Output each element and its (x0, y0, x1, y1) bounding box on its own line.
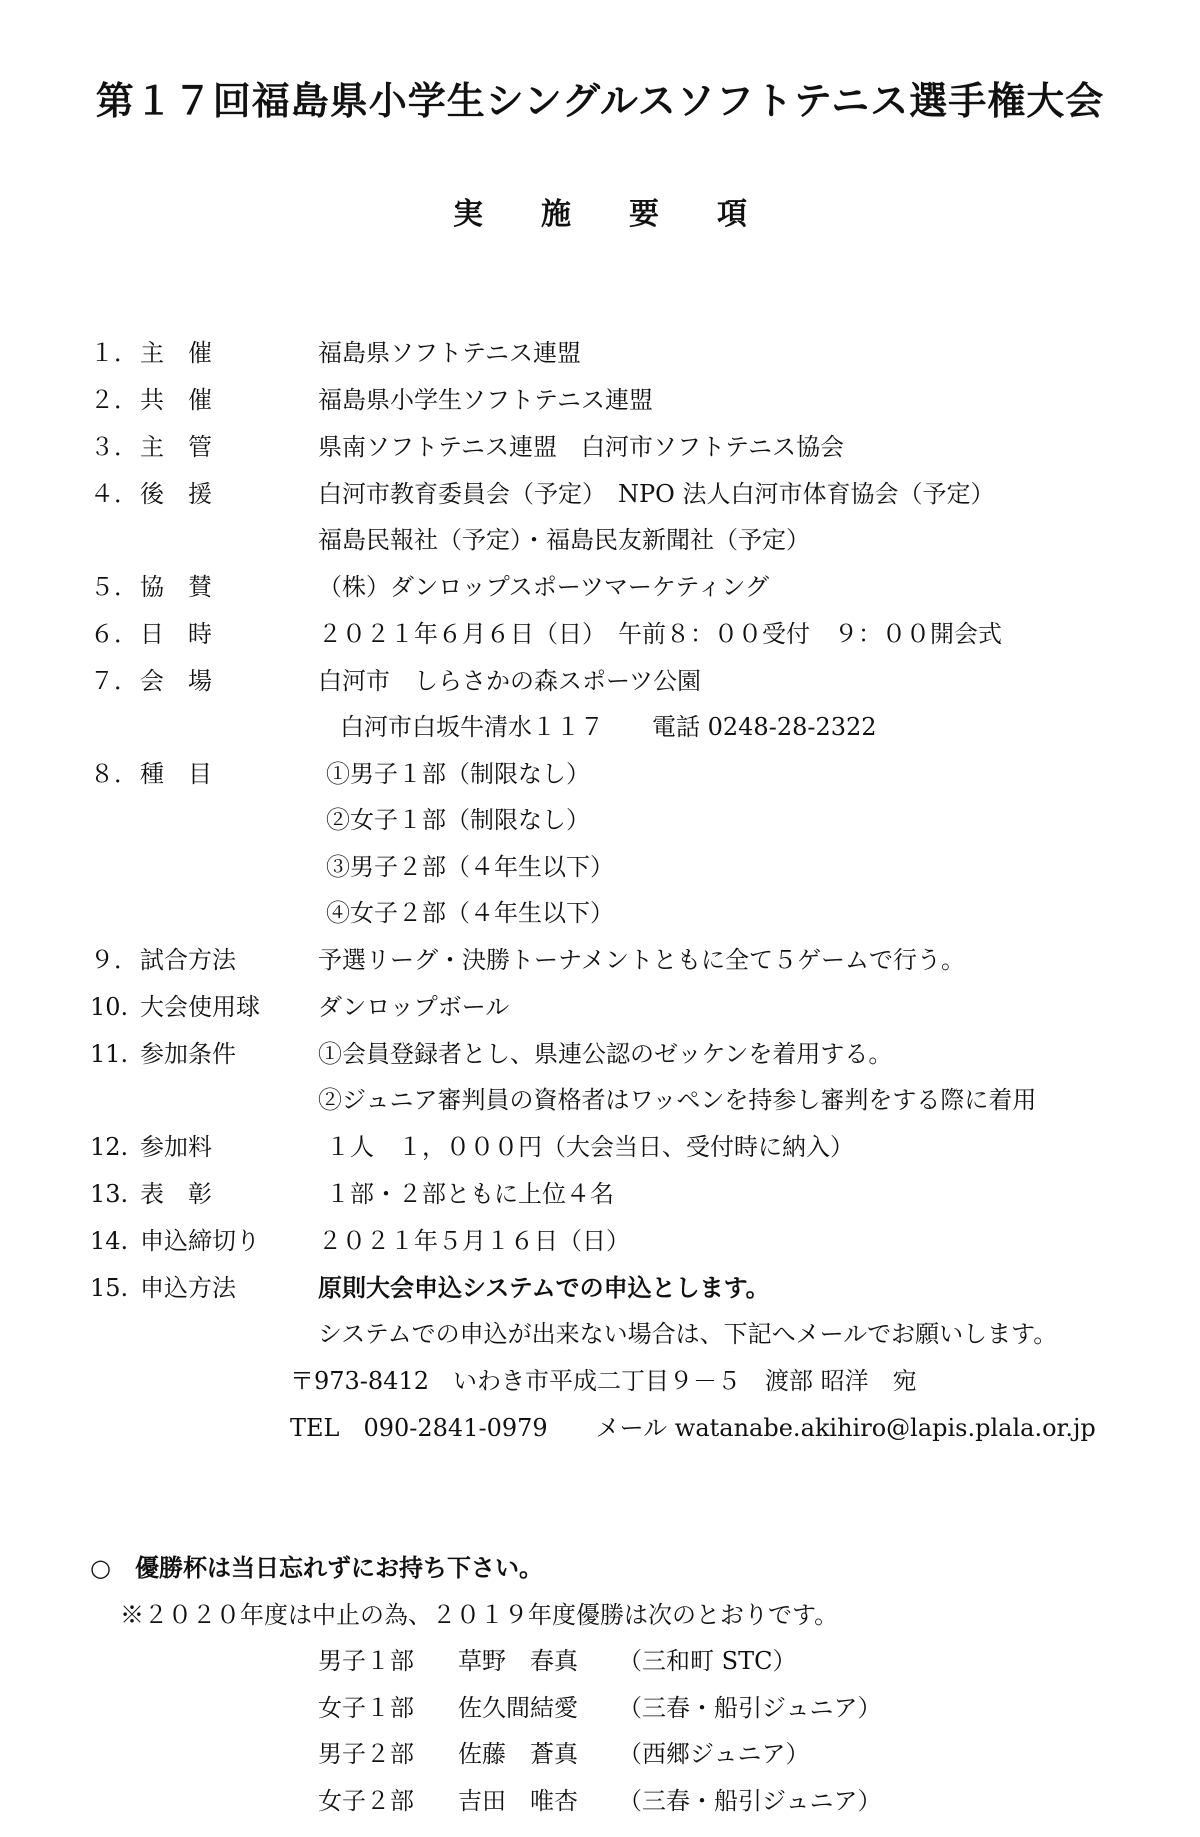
item-label: 大会使用球 (140, 993, 260, 1021)
item-label: 後 援 (140, 480, 212, 508)
winner-name: 佐藤 蒼真 (458, 1740, 578, 1768)
winner-name: 吉田 唯杏 (458, 1787, 578, 1815)
item-label: 主 催 (140, 339, 212, 367)
winner-name: 草野 春真 (458, 1647, 578, 1675)
item-number: ４． (90, 480, 138, 508)
item-value: １人 １，０００円（大会当日、受付時に納入） (326, 1133, 854, 1161)
item-value: 福島県小学生ソフトテニス連盟 (318, 386, 654, 414)
page-subtitle: 実施要項 (453, 197, 805, 232)
item-label: 共 催 (140, 386, 212, 414)
item-value: 福島民報社（予定）・福島民友新聞社（予定） (318, 526, 810, 554)
winner-team: （三春・船引ジュニア） (618, 1787, 882, 1815)
item-number: 13. (90, 1180, 129, 1208)
item-number: 10. (90, 993, 129, 1021)
item-number: 14. (90, 1227, 129, 1255)
item-number: ２． (90, 386, 138, 414)
item-label: 参加条件 (140, 1040, 236, 1068)
item-label: 表 彰 (140, 1180, 212, 1208)
item-number: ８． (90, 760, 138, 788)
item-number: 11. (90, 1040, 129, 1068)
winner-division: 女子１部 (318, 1694, 414, 1722)
item-number: ９． (90, 946, 138, 974)
item-number: １． (90, 339, 138, 367)
notice-main: ○ 優勝杯は当日忘れずにお持ち下さい。 (90, 1554, 543, 1582)
item-value: ②女子１部（制限なし） (326, 806, 590, 834)
item-number: ６． (90, 620, 138, 648)
item-value: 白河市教育委員会（予定） NPO 法人白河市体育協会（予定） (318, 480, 995, 508)
page-title: 第１７回福島県小学生シングルスソフトテニス選手権大会 (95, 79, 1105, 123)
item-value: ２０２１年５月１６日（日） (318, 1227, 630, 1255)
item-value: ④女子２部（４年生以下） (326, 899, 614, 927)
item-label: 試合方法 (140, 946, 236, 974)
item-value: ダンロップボール (318, 993, 510, 1021)
item-value: 予選リーグ・決勝トーナメントともに全て５ゲームで行う。 (318, 946, 966, 974)
item-label: 参加料 (140, 1133, 212, 1161)
item-value: ２０２１年６月６日（日） 午前８：００受付 ９：００開会式 (318, 620, 1002, 648)
contact-tel-email: TEL 090-2841-0979 メール watanabe.akihiro@lapis.plala.or.jp (290, 1414, 1096, 1442)
item-value: システムでの申込が出来ない場合は、下記へメールでお願いします。 (318, 1320, 1058, 1348)
notice-sub: ※２０２０年度は中止の為、２０１９年度優勝は次のとおりです。 (120, 1601, 839, 1629)
item-value: 福島県ソフトテニス連盟 (318, 339, 582, 367)
winner-team: （三和町 STC） (618, 1647, 797, 1675)
item-value: （株）ダンロップスポーツマーケティング (318, 573, 769, 601)
item-value: １部・２部ともに上位４名 (326, 1180, 614, 1208)
item-label: 主 管 (140, 433, 212, 461)
item-number: ３． (90, 433, 138, 461)
winner-name: 佐久間結愛 (458, 1694, 578, 1722)
winner-team: （西郷ジュニア） (618, 1740, 810, 1768)
winner-division: 男子１部 (318, 1647, 414, 1675)
item-value: ②ジュニア審判員の資格者はワッペンを持参し審判をする際に着用 (318, 1086, 1037, 1114)
item-label: 日 時 (140, 620, 212, 648)
item-label: 申込方法 (140, 1274, 236, 1302)
winner-division: 女子２部 (318, 1787, 414, 1815)
item-value: 原則大会申込システムでの申込とします。 (318, 1274, 770, 1302)
item-label: 会 場 (140, 667, 212, 695)
contact-address: 〒973-8412 いわき市平成二丁目９－５ 渡部 昭洋 宛 (290, 1367, 917, 1395)
winner-division: 男子２部 (318, 1740, 414, 1768)
item-value: ①会員登録者とし、県連公認のゼッケンを着用する。 (318, 1040, 893, 1068)
item-number: 12. (90, 1133, 129, 1161)
item-number: 15. (90, 1274, 129, 1302)
winner-team: （三春・船引ジュニア） (618, 1694, 882, 1722)
item-label: 種 目 (140, 760, 212, 788)
item-label: 協 賛 (140, 573, 212, 601)
item-value: 県南ソフトテニス連盟 白河市ソフトテニス協会 (318, 433, 845, 461)
item-label: 申込締切り (140, 1227, 260, 1255)
item-value: ③男子２部（４年生以下） (326, 853, 614, 881)
item-number: ５． (90, 573, 138, 601)
item-value: ①男子１部（制限なし） (326, 760, 590, 788)
item-number: ７． (90, 667, 138, 695)
item-value: 白河市 しらさかの森スポーツ公園 (318, 667, 702, 695)
item-value: 白河市白坂牛清水１１７ 電話 0248-28-2322 (340, 713, 877, 741)
